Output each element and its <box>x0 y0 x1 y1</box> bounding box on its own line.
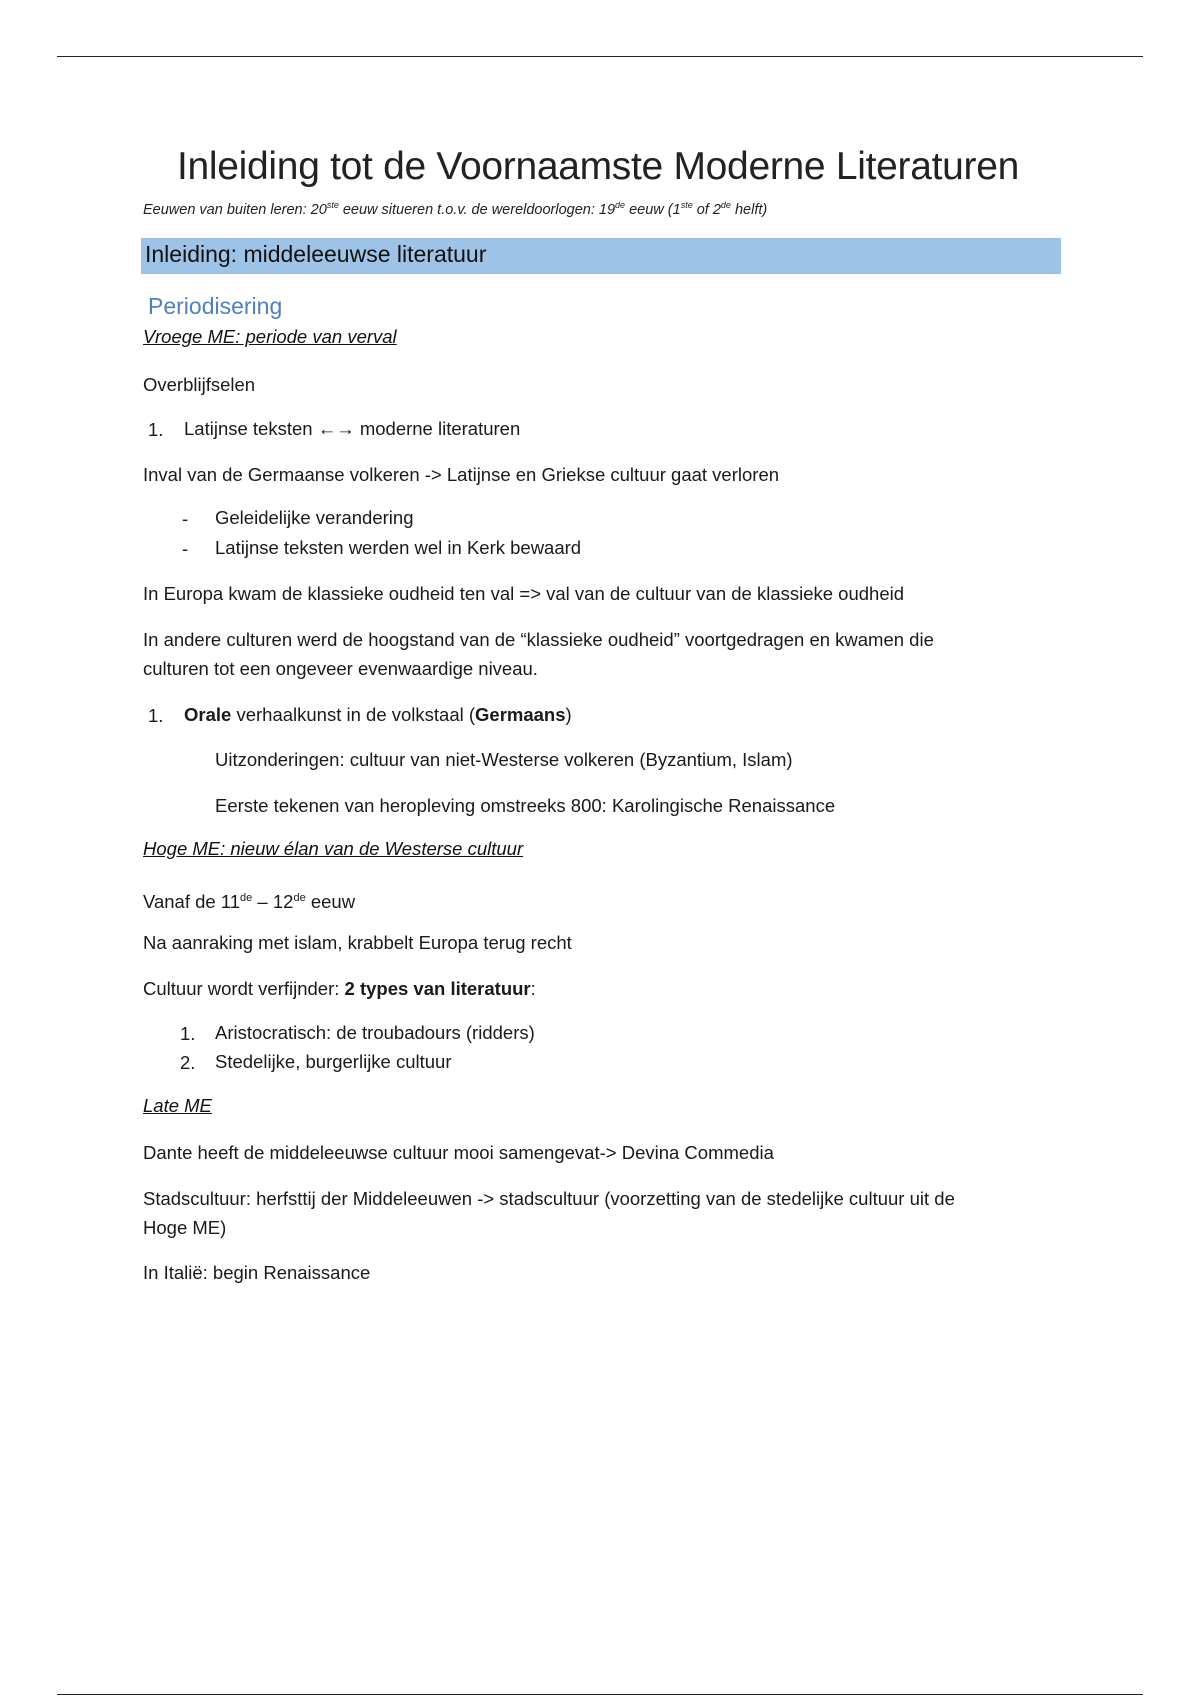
list-number: 1. <box>148 419 164 440</box>
list-item-orale: Orale verhaalkunst in de volkstaal (Germaans) <box>184 704 572 725</box>
list-number: 2. <box>180 1052 196 1073</box>
document-title: Inleiding tot de Voornaamste Moderne Literaturen <box>177 145 1019 188</box>
heading2: Periodisering <box>148 293 283 319</box>
paragraph-dante: Dante heeft de middeleeuwse cultuur mooi samengevat-> Devina Commedia <box>143 1142 774 1163</box>
list-item: Aristocratisch: de troubadours (ridders) <box>215 1022 535 1043</box>
paragraph-andere-line2: culturen tot een ongeveer evenwaardige niveau. <box>143 658 538 679</box>
paragraph-vanaf: Vanaf de 11de – 12de eeuw <box>143 891 356 913</box>
bullet-dash: - <box>182 508 189 529</box>
paragraph-aanraking: Na aanraking met islam, krabbelt Europa terug recht <box>143 932 572 953</box>
heading3-late-me: Late ME <box>143 1095 212 1116</box>
paragraph-europa: In Europa kwam de klassieke oudheid ten val => val van de cultuur van de klassieke oudheid <box>143 583 905 604</box>
paragraph-overblijfselen: Overblijfselen <box>143 374 256 395</box>
paragraph-stadscultuur-line1: Stadscultuur: herfsttij der Middeleeuwen -> stadscultuur (voorzetting van de stedelijke cultuur uit de <box>143 1188 955 1209</box>
list-number: 1. <box>180 1023 196 1044</box>
paragraph-andere-line1: In andere culturen werd de hoogstand van de “klassieke oudheid” voortgedragen en kwamen die <box>143 629 934 650</box>
paragraph-stadscultuur-line2: Hoge ME) <box>143 1217 227 1238</box>
paragraph-inval: Inval van de Germaanse volkeren -> Latijnse en Griekse cultuur gaat verloren <box>143 464 780 485</box>
page-top-rule <box>57 56 1143 57</box>
heading3-hoge-me: Hoge ME: nieuw élan van de Westerse cultuur <box>143 838 524 859</box>
heading1: Inleiding: middeleeuwse literatuur <box>145 241 487 267</box>
paragraph-italie: In Italië: begin Renaissance <box>143 1262 371 1283</box>
page-bottom-rule <box>57 1694 1143 1695</box>
list-item-latijnse-teksten: Latijnse teksten ←→ moderne literaturen <box>184 418 521 439</box>
paragraph-cultuur: Cultuur wordt verfijnder: 2 types van literatuur: <box>143 978 536 999</box>
document-subtitle: Eeuwen van buiten leren: 20ste eeuw situeren t.o.v. de wereldoorlogen: 19de eeuw (1ste of 2de helft) <box>143 200 768 218</box>
list-number: 1. <box>148 705 164 726</box>
paragraph-uitzonderingen: Uitzonderingen: cultuur van niet-Westerse volkeren (Byzantium, Islam) <box>215 749 793 770</box>
heading3-vroege-me: Vroege ME: periode van verval <box>143 326 397 347</box>
bullet-item: Geleidelijke verandering <box>215 507 414 528</box>
list-item: Stedelijke, burgerlijke cultuur <box>215 1051 452 1072</box>
paragraph-eerste-tekenen: Eerste tekenen van heropleving omstreeks 800: Karolingische Renaissance <box>215 795 836 816</box>
bullet-dash: - <box>182 538 189 559</box>
bullet-item: Latijnse teksten werden wel in Kerk bewaard <box>215 537 582 558</box>
